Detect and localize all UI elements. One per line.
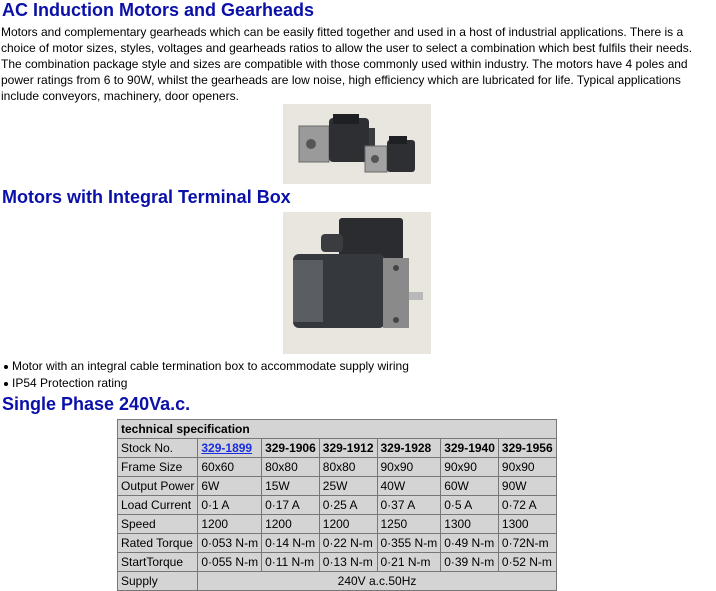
row-label: Supply [118,572,198,591]
intro-paragraph: Motors and complementary gearheads which can be easily fitted together and used in a host of industrial applications. There is a choice of motor sizes, styles, voltages and gearheads ratios to allow the user to select a combination which best fulfils their needs. The combination package style and sizes are compatible with those commonly used within industry. The motors have 4 poles and power ratings from 6 to 90W, whilst the gearheads are low noise, high efficiency which are lubricated for life. Typical applications include conveyors, machinery, door openers. [1,25,693,103]
table-cell: 1200 [198,515,262,534]
table-cell: 0·17 A [262,496,320,515]
table-row [118,515,557,534]
table-cell: 90x90 [377,458,441,477]
list-item-text: Motor with an integral cable termination box to accommodate supply wiring [12,359,409,373]
table-cell: 80x80 [319,458,377,477]
row-label: Frame Size [118,458,198,477]
table-cell: 1300 [441,515,499,534]
table-cell: 0·355 N-m [377,534,441,553]
table-cell: 0·37 A [377,496,441,515]
table-cell: 0·72 A [498,496,556,515]
table-caption-row [118,420,557,439]
table-cell: 15W [262,477,320,496]
table-cell: 0·21 N-m [377,553,441,572]
table-cell: 0·72N-m [498,534,556,553]
table-row [118,572,557,591]
stock-link-329-1899[interactable]: 329-1899 [198,439,262,458]
table-cell: 0·1 A [198,496,262,515]
table-cell: 1250 [377,515,441,534]
list-item [2,375,409,392]
table-cell: 1200 [262,515,320,534]
table-cell: 0·055 N-m [198,553,262,572]
list-item-text: IP54 Protection rating [12,376,128,390]
table-cell: 0·25 A [319,496,377,515]
bullet-icon [4,382,8,386]
table-header-row [118,439,557,458]
header-cell: 329-1928 [377,439,441,458]
table-row [118,458,557,477]
table-cell: 0·49 N-m [441,534,499,553]
table-cell: 0·11 N-m [262,553,320,572]
table-row [118,477,557,496]
table-cell: 90x90 [441,458,499,477]
table-cell: 90W [498,477,556,496]
section-title-terminal-box: Motors with Integral Terminal Box [2,187,291,207]
table-cell: 1300 [498,515,556,534]
row-label: Speed [118,515,198,534]
bullet-icon [4,365,8,369]
gearhead-motors-photo [283,104,431,184]
header-cell: 329-1940 [441,439,499,458]
header-cell: 329-1912 [319,439,377,458]
section-title-single-phase: Single Phase 240Va.c. [2,394,191,414]
table-cell: 40W [377,477,441,496]
table-cell: 60W [441,477,499,496]
feature-list [2,358,409,392]
table-cell: 0·39 N-m [441,553,499,572]
table-cell: 60x60 [198,458,262,477]
table-cell: 0·5 A [441,496,499,515]
header-cell: 329-1906 [262,439,320,458]
section-title-induction-motors: AC Induction Motors and Gearheads [2,0,315,20]
table-cell: 25W [319,477,377,496]
table-cell: 0·52 N-m [498,553,556,572]
table-cell: 0·13 N-m [319,553,377,572]
supply-value: 240V a.c.50Hz [198,572,556,591]
table-cell: 80x80 [262,458,320,477]
table-row [118,553,557,572]
row-label: Load Current [118,496,198,515]
table-row [118,496,557,515]
table-cell: 6W [198,477,262,496]
table-cell: 0·22 N-m [319,534,377,553]
terminal-box-motor-photo [283,212,431,354]
row-label: Output Power [118,477,198,496]
table-row [118,534,557,553]
list-item [2,358,409,375]
table-cell: 0·053 N-m [198,534,262,553]
row-label: Rated Torque [118,534,198,553]
table-caption: technical specification [118,420,557,439]
table-cell: 1200 [319,515,377,534]
row-label: StartTorque [118,553,198,572]
header-cell: 329-1956 [498,439,556,458]
header-cell: Stock No. [118,439,198,458]
table-cell: 90x90 [498,458,556,477]
spec-table [117,419,557,591]
table-cell: 0·14 N-m [262,534,320,553]
